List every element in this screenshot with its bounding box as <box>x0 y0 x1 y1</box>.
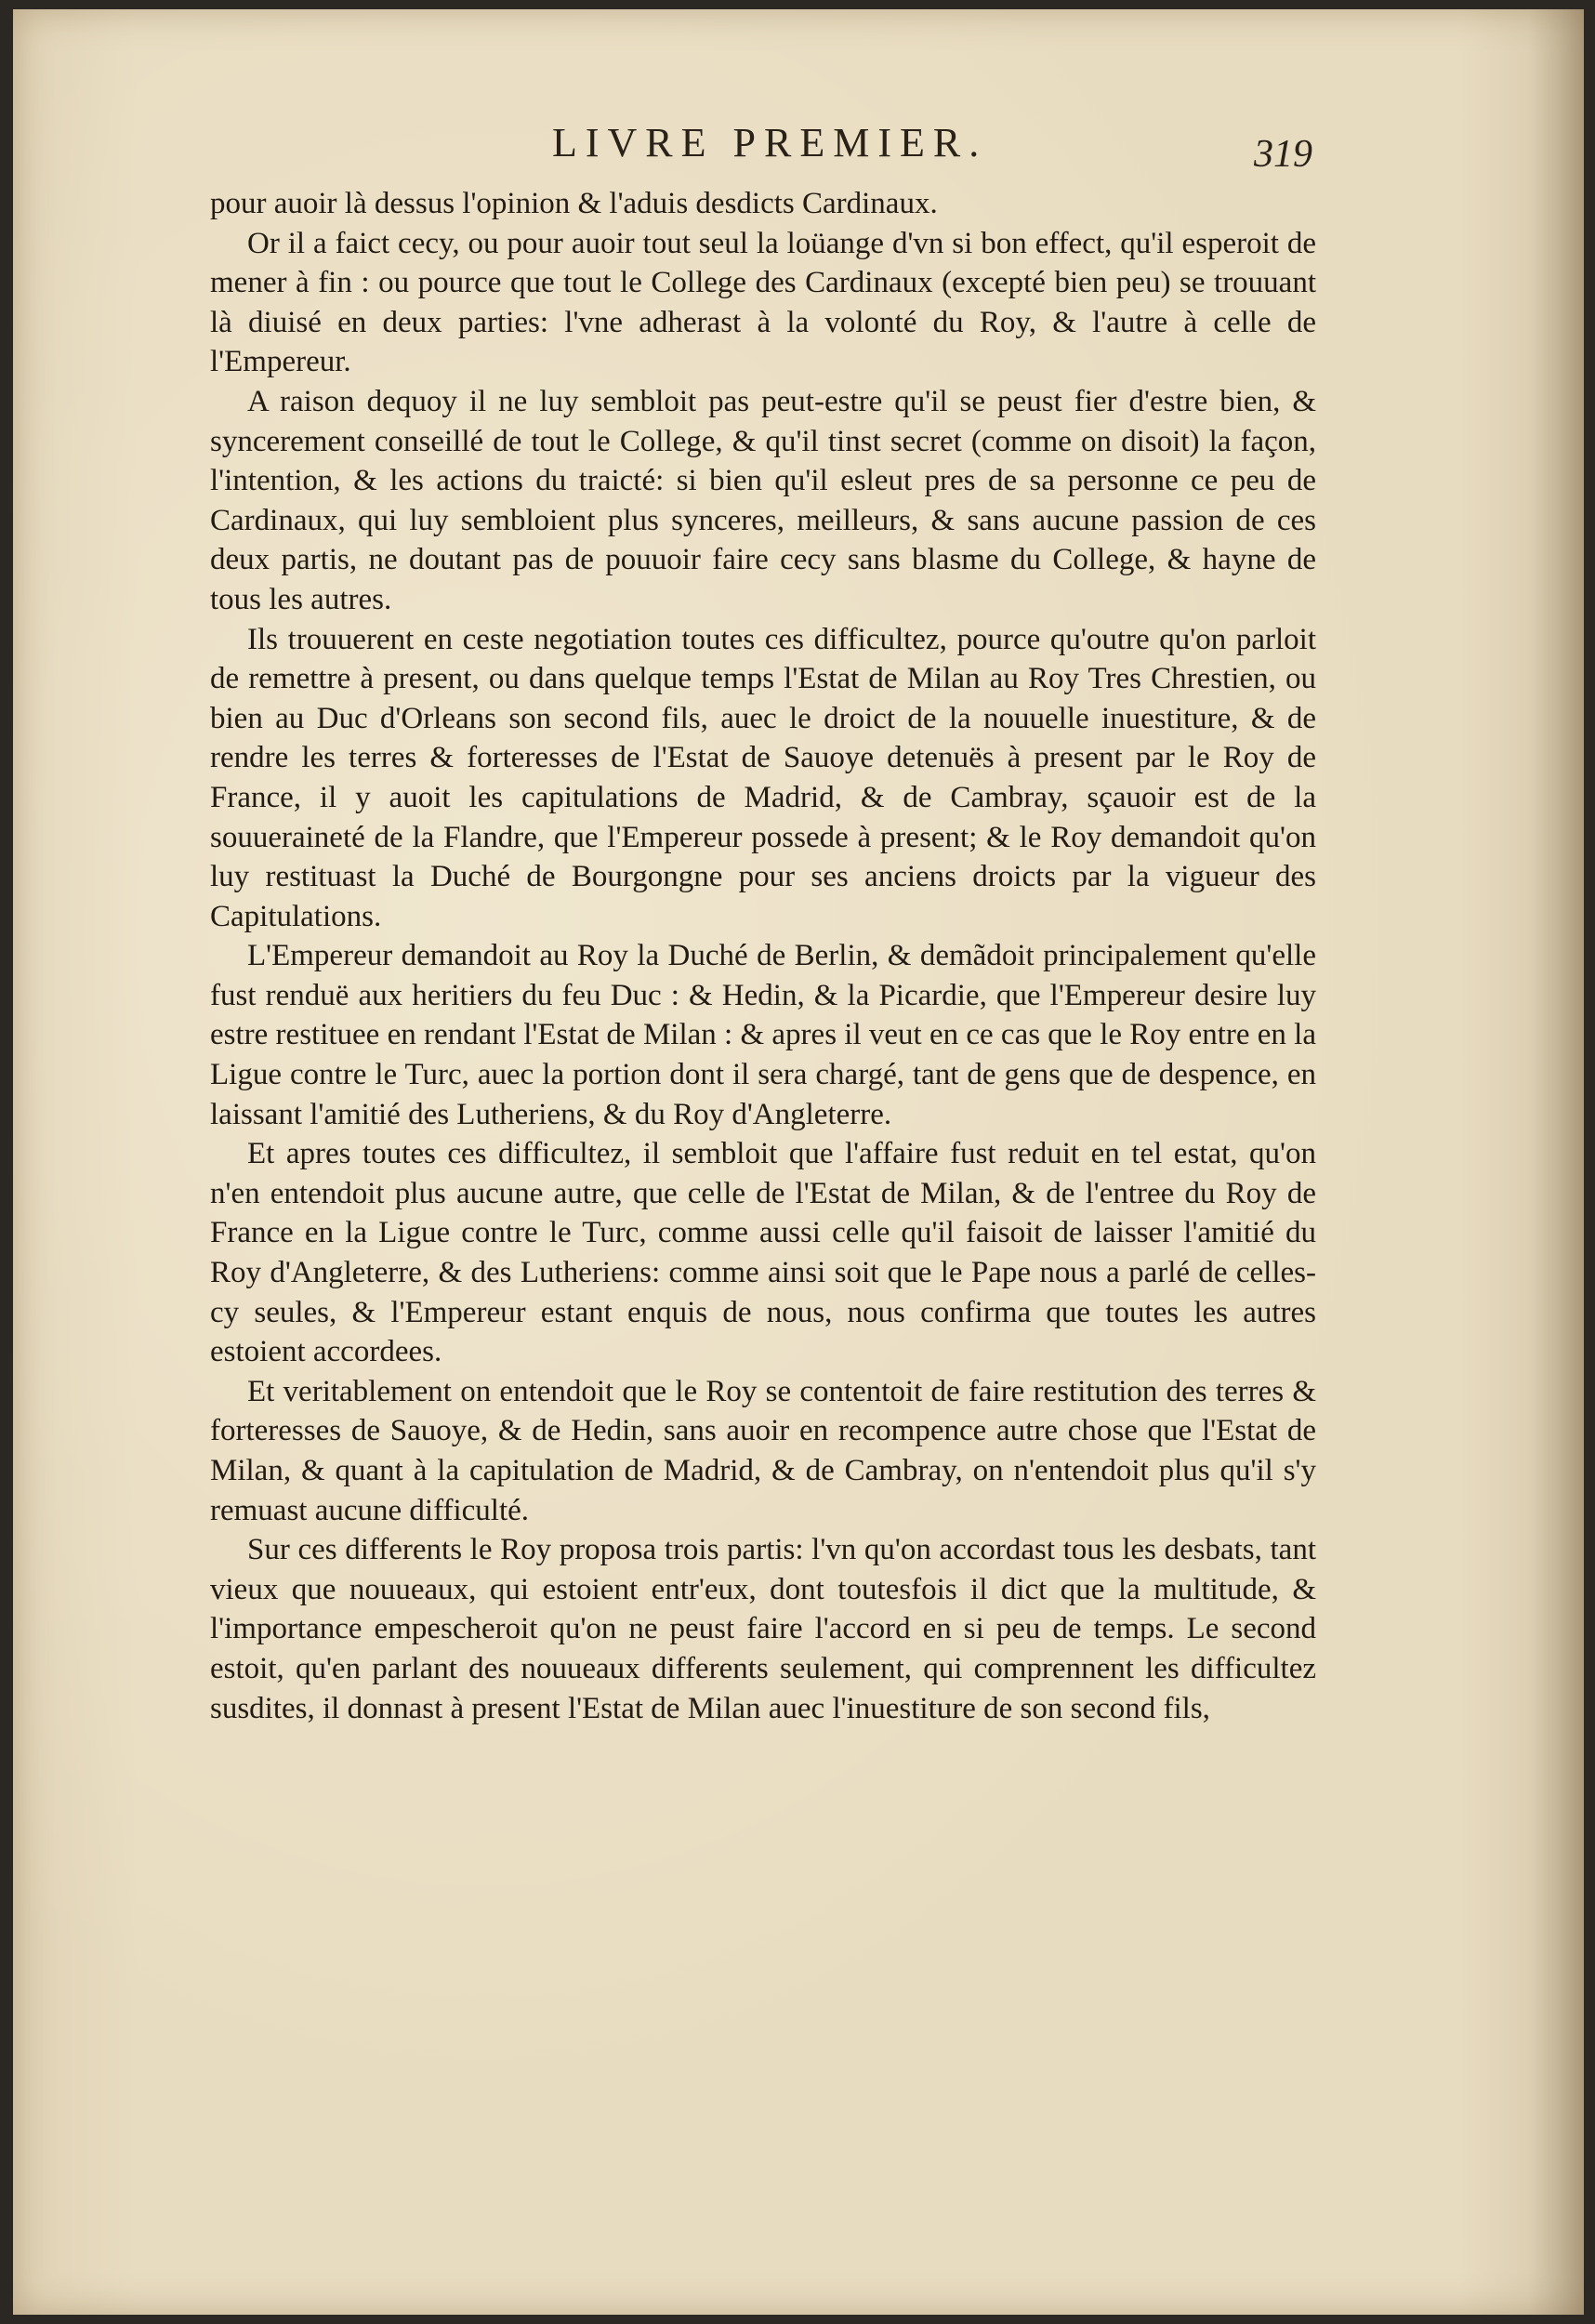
paragraph: A raison dequoy il ne luy sembloit pas peut-estre qu'il se peust fier d'estre bien, & syncerement conseillé de tout le College, & qu'il tinst secret (comme on disoit) la façon, l'intention, & les actions du traicté: si bien qu'il esleut pres de sa personne ce peu de Cardinaux, qui luy sembloient plus synceres, meilleurs, & sans aucune passion de ces deux partis, ne doutant pas de pouuoir faire cecy sans blasme du College, & hayne de tous les autres. <box>210 384 1316 616</box>
paragraph-continuation: pour auoir là dessus l'opinion & l'aduis desdicts Cardinaux. <box>210 187 938 220</box>
page-edge-shadow <box>1528 9 1584 2315</box>
body-text <box>210 184 1316 1728</box>
paragraph: Ils trouuerent en ceste negotiation toutes ces difficultez, pource qu'outre qu'on parloit de remettre à present, ou dans quelque temps l'Estat de Milan au Roy Tres Chrestien, ou bien au Duc d'Orleans son second fils, auec le droict de la nouuelle inuestiture, & de rendre les terres & forteresses de l'Estat de Sauoye detenuës à present par le Roy de France, il y auoit les capitulations de Madrid, & de Cambray, sçauoir est de la souueraineté de la Flandre, que l'Empereur possede à present; & le Roy demandoit qu'on luy restituast la Duché de Bourgongne pour ses anciens droicts par la vigueur des Capitulations. <box>210 622 1316 933</box>
paragraph: Et veritablement on entendoit que le Roy se contentoit de faire restitution des terres & forteresses de Sauoye, & de Hedin, sans auoir en recompence autre chose que l'Estat de Milan, & quant à la capitulation de Madrid, & de Cambray, on n'entendoit plus qu'il s'y remuast aucune difficulté. <box>210 1374 1316 1527</box>
paragraph: Et apres toutes ces difficultez, il sembloit que l'affaire fust reduit en tel estat, qu'on n'en entendoit plus aucune autre, que celle de l'Estat de Milan, & de l'entree du Roy de France en la Ligue contre le Turc, comme aussi celle qu'il faisoit de laisser l'amitié du Roy d'Angleterre, & des Lutheriens: comme ainsi soit que le Pape nous a parlé de celles-cy seules, & l'Empereur estant enquis de nous, nous confirma que toutes les autres estoient accordees. <box>210 1137 1316 1369</box>
book-page <box>13 9 1584 2315</box>
paragraph: L'Empereur demandoit au Roy la Duché de Berlin, & demãdoit principalement qu'elle fust renduë aux heritiers du feu Duc : & Hedin, & la Picardie, que l'Empereur desire luy estre restituee en rendant l'Estat de Milan : & apres il veut en ce cas que le Roy entre en la Ligue contre le Turc, auec la portion dont il sera chargé, tant de gens que de despence, en laissant l'amitié des Lutheriens, & du Roy d'Angleterre. <box>210 939 1316 1131</box>
page-number: 319 <box>1254 133 1312 176</box>
running-title: LIVRE PREMIER. <box>552 120 988 165</box>
paragraph: Or il a faict cecy, ou pour auoir tout seul la loüange d'vn si bon effect, qu'il esperoit de mener à fin : ou pource que tout le College des Cardinaux (excepté bien peu) se trouuant là diuisé en deux parties: l'vne adherast à la volonté du Roy, & l'autre à celle de l'Empereur. <box>210 226 1316 379</box>
paragraph: Sur ces differents le Roy proposa trois partis: l'vn qu'on accordast tous les desbats, tant vieux que nouueaux, qui estoient entr'eux, dont toutesfois il dict que la multitude, & l'importance empescheroit qu'on ne peust faire l'accord en si peu de temps. Le second estoit, qu'en parlant des nouueaux differents seulement, qui comprennent les difficultez susdites, il donnast à present l'Estat de Milan auec l'inuestiture de son second fils, <box>210 1533 1316 1725</box>
